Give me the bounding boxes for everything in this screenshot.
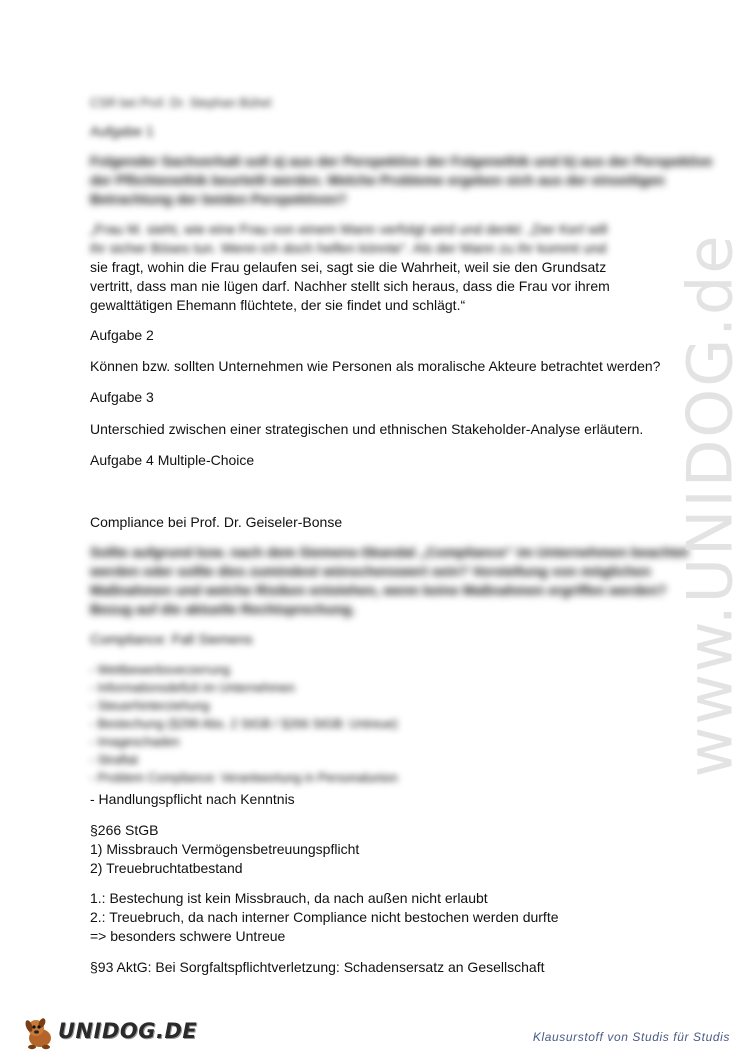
bullet-item: - Bestechung (§299 Abs. 2 StGB / §266 StGB: Untreue): [90, 717, 398, 731]
stgb-item: 1) Missbrauch Vermögensbetreuungspflicht: [90, 841, 360, 857]
aufgabe3-label: Aufgabe 3: [90, 389, 154, 405]
analysis-line: 1.: Bestechung ist kein Missbrauch, da nach außen nicht erlaubt: [90, 890, 488, 906]
footer-tagline: Klausurstoff von Studis für Studis: [532, 1030, 730, 1044]
dog-mascot-icon: [20, 1014, 60, 1054]
stgb-item: 2) Treuebruchtatbestand: [90, 860, 243, 876]
compliance-intro-line-2: werden oder sollte dies zumindest wünschenswert sein? Vorstellung von möglichen: [90, 563, 651, 579]
quote-line-5: gewalttätigen Ehemann flüchtete, der sie findet und schlägt.“: [90, 297, 466, 313]
aufgabe1-label: Aufgabe 1: [90, 123, 154, 139]
compliance-intro-line-1: Sollte aufgrund bzw. nach dem Siemens-Skandal „Compliance“ im Unternehmen beachtet: [90, 544, 689, 560]
bullet-item: - Imageschaden: [90, 735, 180, 749]
logo-text: UNIDOG.DE: [58, 1019, 198, 1043]
aufgabe2-label: Aufgabe 2: [90, 327, 154, 343]
aktg-line: §93 AktG: Bei Sorgfaltspflichtverletzung: Schadensersatz an Gesellschaft: [90, 959, 545, 975]
bullet-item: - Steuerhinterziehung: [90, 699, 210, 713]
csr-heading: CSR bei Prof. Dr. Stephan Bühel: [90, 96, 272, 110]
compliance-heading: Compliance bei Prof. Dr. Geiseler-Bonse: [90, 514, 343, 530]
compliance-intro-line-3: Maßnahmen und welche Risiken entstehen, wenn keine Maßnahmen ergriffen werden?: [90, 582, 667, 598]
aufgabe3-text: Unterschied zwischen einer strategischen und ethnischen Stakeholder-Analyse erläutern.: [90, 421, 644, 437]
aufgabe1-prompt-line-3: Betrachtung der beiden Perspektiven?: [90, 191, 347, 207]
stgb-title: §266 StGB: [90, 822, 159, 838]
bullet-item: - Problem Compliance: Verantwortung in Personalunion: [90, 771, 398, 785]
watermark: [650, 233, 750, 777]
quote-line-4: vertritt, dass man nie lügen darf. Nachher stellt sich heraus, dass die Frau vor ihrem: [90, 278, 610, 294]
quote-line-2: ihr sicher Böses tun. Wenn ich doch helfen könnte“. Als der Mann zu ihr kommt und: [90, 240, 607, 256]
bullet-item: - Straftat: [90, 753, 138, 767]
watermark-text: www.UNIDOG.de: [673, 233, 747, 777]
quote-line-3: sie fragt, wohin die Frau gelaufen sei, sagt sie die Wahrheit, weil sie den Grundsatz: [90, 259, 607, 275]
aufgabe2-text: Können bzw. sollten Unternehmen wie Personen als moralische Akteure betrachtet werden?: [90, 358, 661, 374]
bullet-item: - Handlungspflicht nach Kenntnis: [90, 791, 295, 807]
bullet-item: - Wettbewerbsverzerrung: [90, 663, 231, 677]
case-title: Compliance: Fall Siemens: [90, 631, 253, 647]
aufgabe4-label: Aufgabe 4 Multiple-Choice: [90, 452, 255, 468]
aufgabe1-prompt-line-2: der Pflichtenethik beurteilt werden. Welche Probleme ergeben sich aus der einseitigen: [90, 172, 665, 188]
analysis-line: => besonders schwere Untreue: [90, 928, 286, 944]
compliance-intro-line-4: Bezug auf die aktuelle Rechtsprechung.: [90, 601, 356, 617]
bullet-item: - Informationsdefizit im Unternehmen: [90, 681, 295, 695]
unidog-logo: [20, 1014, 198, 1054]
aufgabe1-prompt-line-1: Folgender Sachverhalt soll a) aus der Perspektive der Folgenethik und b) aus der Perspektive: [90, 153, 713, 169]
analysis-line: 2.: Treuebruch, da nach interner Compliance nicht bestochen werden durfte: [90, 909, 559, 925]
quote-line-1: „Frau M. sieht, wie eine Frau von einem Mann verfolgt wird und denkt: „Der Kerl will: [90, 221, 608, 237]
